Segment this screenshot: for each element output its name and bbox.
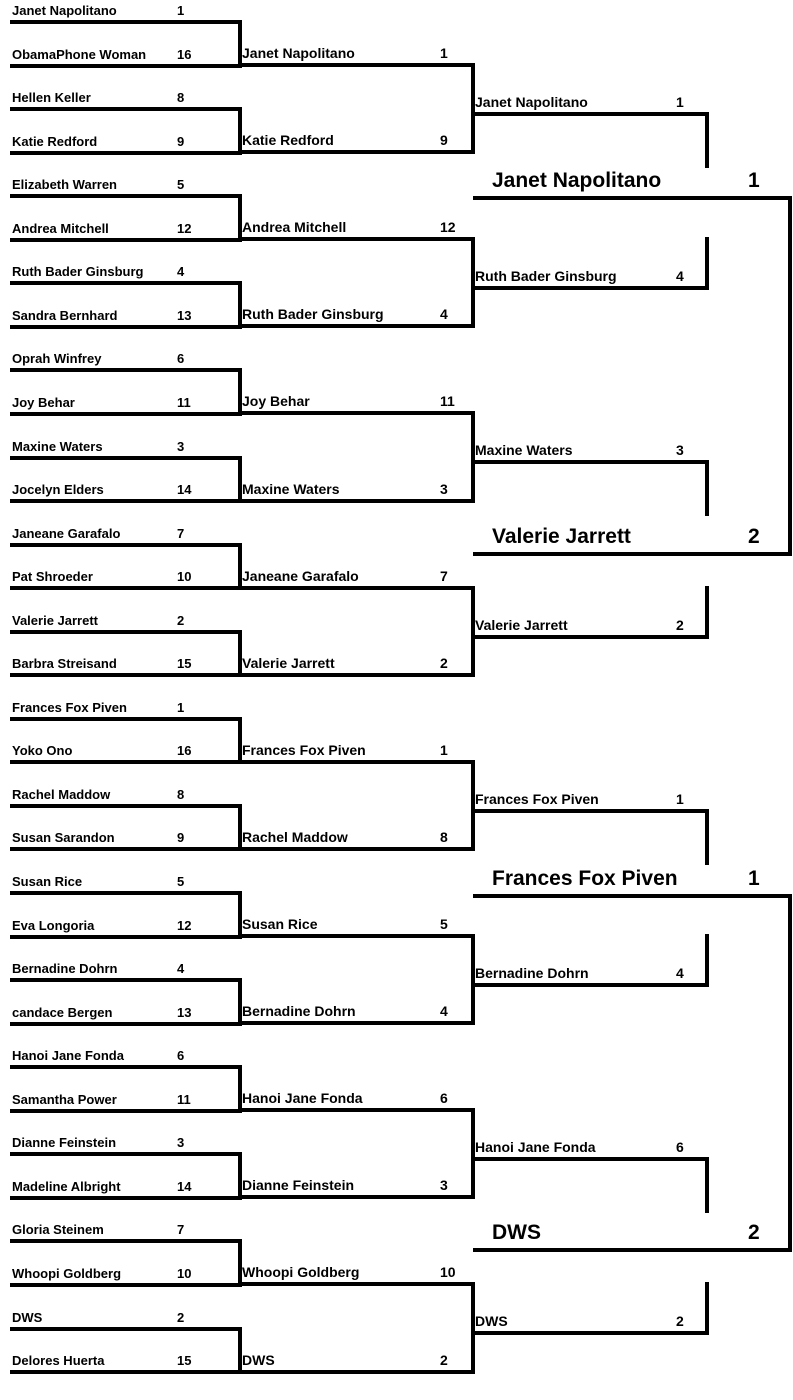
- seed-number: 7: [177, 1222, 185, 1237]
- round1-entry: [10, 216, 240, 238]
- round1-entry: [10, 869, 240, 891]
- round1-entry: [10, 303, 240, 325]
- contestant-name: Janet Napolitano: [12, 3, 117, 18]
- bracket-line: [473, 196, 791, 200]
- bracket-line: [240, 63, 473, 67]
- seed-number: 2: [440, 1352, 448, 1368]
- contestant-name: Ruth Bader Ginsburg: [12, 264, 144, 279]
- bracket-line: [10, 1022, 240, 1026]
- contestant-name: Maxine Waters: [12, 439, 103, 454]
- contestant-name: Bernadine Dohrn: [242, 1003, 356, 1019]
- round3-entry: [473, 1309, 709, 1331]
- bracket-line: [10, 935, 240, 939]
- round1-entry: [10, 1087, 240, 1109]
- bracket-line: [240, 1108, 473, 1112]
- contestant-name: Joy Behar: [12, 395, 75, 410]
- seed-number: 4: [676, 268, 684, 284]
- contestant-name: Ruth Bader Ginsburg: [242, 306, 384, 322]
- bracket-line: [705, 586, 709, 638]
- bracket-line: [10, 412, 240, 416]
- seed-number: 1: [440, 45, 448, 61]
- seed-number: 4: [440, 306, 448, 322]
- contestant-name: Joy Behar: [242, 393, 310, 409]
- round3-entry: [473, 264, 709, 286]
- bracket-line: [10, 151, 240, 155]
- seed-number: 10: [177, 569, 192, 584]
- seed-number: 11: [177, 1092, 191, 1107]
- round2-entry: [240, 912, 473, 934]
- round1-entry: [10, 608, 240, 630]
- round2-entry: [240, 738, 473, 760]
- round1-entry: [10, 390, 240, 412]
- bracket-line: [240, 760, 473, 764]
- contestant-name: Jocelyn Elders: [12, 482, 104, 497]
- bracket-line: [10, 456, 240, 460]
- round1-entry: [10, 477, 240, 499]
- seed-number: 11: [440, 393, 455, 409]
- round1-entry: [10, 129, 240, 151]
- bracket-line: [240, 1021, 473, 1025]
- round2-entry: [240, 41, 473, 63]
- bracket-line: [10, 1152, 240, 1156]
- bracket-line: [705, 237, 709, 289]
- bracket-line: [473, 1157, 709, 1161]
- contestant-name: Valerie Jarrett: [475, 617, 568, 633]
- contestant-name: candace Bergen: [12, 1005, 113, 1020]
- bracket-line: [240, 847, 473, 851]
- round2-entry: [240, 651, 473, 673]
- seed-number: 1: [177, 3, 185, 18]
- bracket-line: [705, 460, 709, 516]
- bracket-line: [473, 460, 709, 464]
- contestant-name: Frances Fox Piven: [12, 700, 127, 715]
- contestant-name: DWS: [242, 1352, 275, 1368]
- bracket-line: [240, 324, 473, 328]
- round4-entry: [490, 169, 790, 194]
- contestant-name: Susan Rice: [242, 916, 318, 932]
- bracket-line: [10, 1327, 240, 1331]
- seed-number: 7: [177, 526, 185, 541]
- round2-entry: [240, 1173, 473, 1195]
- round1-entry: [10, 42, 240, 64]
- bracket-line: [10, 630, 240, 634]
- contestant-name: Madeline Albright: [12, 1179, 121, 1194]
- contestant-name: Gloria Steinem: [12, 1222, 104, 1237]
- round3-entry: [473, 1135, 709, 1157]
- bracket-line: [705, 1157, 709, 1213]
- bracket-line: [240, 586, 473, 590]
- seed-number: 1: [676, 791, 684, 807]
- round1-entry: [10, 913, 240, 935]
- seed-number: 14: [177, 1179, 192, 1194]
- contestant-name: Valerie Jarrett: [242, 655, 335, 671]
- contestant-name: Dianne Feinstein: [12, 1135, 117, 1150]
- round1-entry: [10, 651, 240, 673]
- bracket-line: [10, 20, 240, 24]
- seed-number: 12: [177, 918, 192, 933]
- contestant-name: Janet Napolitano: [475, 94, 588, 110]
- round3-entry: [473, 961, 709, 983]
- contestant-name: Frances Fox Piven: [475, 791, 599, 807]
- round2-entry: [240, 128, 473, 150]
- contestant-name: Katie Redford: [242, 132, 334, 148]
- round3-entry: [473, 438, 709, 460]
- seed-number: 9: [177, 830, 185, 845]
- bracket-line: [10, 760, 240, 764]
- round2-entry: [240, 477, 473, 499]
- seed-number: 4: [676, 965, 684, 981]
- bracket-line: [240, 1370, 473, 1374]
- contestant-name: Eva Longoria: [12, 918, 95, 933]
- round1-entry: [10, 346, 240, 368]
- seed-number: 6: [177, 1048, 185, 1063]
- bracket-line: [10, 673, 240, 677]
- round2-entry: [240, 1260, 473, 1282]
- round4-entry: [490, 1221, 790, 1246]
- seed-number: 7: [440, 568, 448, 584]
- contestant-name: Valerie Jarrett: [492, 525, 631, 548]
- seed-number: 2: [748, 1221, 760, 1244]
- round1-entry: [10, 172, 240, 194]
- seed-number: 8: [177, 90, 185, 105]
- contestant-name: Elizabeth Warren: [12, 177, 117, 192]
- contestant-name: Dianne Feinstein: [242, 1177, 355, 1193]
- seed-number: 1: [748, 867, 760, 890]
- seed-number: 12: [177, 221, 192, 236]
- contestant-name: Maxine Waters: [475, 442, 573, 458]
- bracket-line: [473, 112, 709, 116]
- bracket-line: [10, 1065, 240, 1069]
- contestant-name: Whoopi Goldberg: [242, 1264, 360, 1280]
- bracket-line: [473, 1248, 791, 1252]
- bracket-line: [10, 543, 240, 547]
- contestant-name: Bernadine Dohrn: [12, 961, 118, 976]
- seed-number: 14: [177, 482, 192, 497]
- bracket-line: [240, 237, 473, 241]
- seed-number: 13: [177, 1005, 192, 1020]
- bracket-line: [705, 112, 709, 168]
- contestant-name: Hellen Keller: [12, 90, 91, 105]
- bracket-line: [473, 983, 709, 987]
- bracket-line: [788, 196, 792, 556]
- contestant-name: Yoko Ono: [12, 743, 73, 758]
- round1-entry: [10, 695, 240, 717]
- contestant-name: Frances Fox Piven: [492, 867, 678, 890]
- round1-entry: [10, 564, 240, 586]
- bracket-line: [10, 1370, 240, 1374]
- seed-number: 2: [177, 613, 185, 628]
- bracket-line: [240, 411, 473, 415]
- seed-number: 16: [177, 743, 192, 758]
- contestant-name: Janeane Garafalo: [12, 526, 121, 541]
- seed-number: 13: [177, 308, 192, 323]
- bracket-line: [473, 894, 791, 898]
- seed-number: 5: [440, 916, 448, 932]
- bracket-line: [10, 1283, 240, 1287]
- seed-number: 16: [177, 47, 192, 62]
- seed-number: 2: [748, 525, 760, 548]
- seed-number: 5: [177, 177, 185, 192]
- round1-entry: [10, 0, 240, 20]
- round2-entry: [240, 999, 473, 1021]
- bracket-line: [240, 1195, 473, 1199]
- bracket-line: [240, 150, 473, 154]
- seed-number: 5: [177, 874, 185, 889]
- bracket-line: [10, 1109, 240, 1113]
- seed-number: 6: [440, 1090, 448, 1106]
- round1-entry: [10, 434, 240, 456]
- bracket-line: [473, 635, 709, 639]
- round3-entry: [473, 787, 709, 809]
- round2-entry: [240, 389, 473, 411]
- bracket-line: [10, 238, 240, 242]
- bracket-line: [10, 194, 240, 198]
- round2-entry: [240, 1348, 473, 1370]
- seed-number: 2: [177, 1310, 185, 1325]
- bracket-line: [240, 934, 473, 938]
- contestant-name: Susan Sarandon: [12, 830, 115, 845]
- round1-entry: [10, 956, 240, 978]
- bracket-line: [10, 499, 240, 503]
- seed-number: 15: [177, 656, 192, 671]
- seed-number: 10: [177, 1266, 192, 1281]
- bracket-line: [473, 552, 791, 556]
- contestant-name: Sandra Bernhard: [12, 308, 118, 323]
- round1-entry: [10, 521, 240, 543]
- round1-entry: [10, 825, 240, 847]
- contestant-name: Janeane Garafalo: [242, 568, 359, 584]
- contestant-name: Andrea Mitchell: [242, 219, 347, 235]
- round3-entry: [473, 90, 709, 112]
- round2-entry: [240, 302, 473, 324]
- contestant-name: Katie Redford: [12, 134, 98, 149]
- round1-entry: [10, 1348, 240, 1370]
- seed-number: 4: [177, 264, 185, 279]
- round1-entry: [10, 1130, 240, 1152]
- contestant-name: Andrea Mitchell: [12, 221, 109, 236]
- contestant-name: Janet Napolitano: [492, 169, 662, 192]
- contestant-name: Rachel Maddow: [242, 829, 348, 845]
- seed-number: 2: [676, 1313, 684, 1329]
- seed-number: 3: [440, 481, 448, 497]
- round2-entry: [240, 1086, 473, 1108]
- round1-entry: [10, 1000, 240, 1022]
- contestant-name: ObamaPhone Woman: [12, 47, 147, 62]
- bracket-line: [473, 286, 709, 290]
- seed-number: 8: [177, 787, 185, 802]
- contestant-name: Ruth Bader Ginsburg: [475, 268, 617, 284]
- round1-entry: [10, 85, 240, 107]
- bracket-line: [10, 717, 240, 721]
- bracket-line: [10, 586, 240, 590]
- contestant-name: Hanoi Jane Fonda: [12, 1048, 124, 1063]
- bracket-line: [10, 107, 240, 111]
- contestant-name: Susan Rice: [12, 874, 83, 889]
- bracket-line: [240, 499, 473, 503]
- contestant-name: DWS: [12, 1310, 43, 1325]
- round1-entry: [10, 1174, 240, 1196]
- round2-entry: [240, 825, 473, 847]
- round3-entry: [473, 613, 709, 635]
- seed-number: 3: [676, 442, 684, 458]
- contestant-name: Barbra Streisand: [12, 656, 117, 671]
- bracket-line: [788, 894, 792, 1252]
- seed-number: 3: [177, 1135, 185, 1150]
- contestant-name: Janet Napolitano: [242, 45, 355, 61]
- seed-number: 2: [440, 655, 448, 671]
- seed-number: 15: [177, 1353, 192, 1368]
- bracket-line: [10, 368, 240, 372]
- contestant-name: Samantha Power: [12, 1092, 117, 1107]
- seed-number: 1: [177, 700, 185, 715]
- bracket-line: [240, 673, 473, 677]
- bracket-line: [10, 325, 240, 329]
- seed-number: 6: [177, 351, 185, 366]
- round1-entry: [10, 1305, 240, 1327]
- contestant-name: Hanoi Jane Fonda: [475, 1139, 596, 1155]
- seed-number: 3: [440, 1177, 448, 1193]
- bracket-line: [10, 891, 240, 895]
- bracket-line: [10, 1239, 240, 1243]
- seed-number: 3: [177, 439, 185, 454]
- seed-number: 10: [440, 1264, 456, 1280]
- seed-number: 1: [676, 94, 684, 110]
- bracket-line: [705, 934, 709, 986]
- contestant-name: Rachel Maddow: [12, 787, 111, 802]
- contestant-name: Bernadine Dohrn: [475, 965, 589, 981]
- bracket-line: [240, 1282, 473, 1286]
- round1-entry: [10, 259, 240, 281]
- bracket-line: [473, 809, 709, 813]
- bracket-line: [10, 978, 240, 982]
- bracket-line: [10, 804, 240, 808]
- seed-number: 1: [440, 742, 448, 758]
- bracket-line: [10, 281, 240, 285]
- seed-number: 9: [177, 134, 185, 149]
- bracket-line: [473, 1331, 709, 1335]
- contestant-name: DWS: [475, 1313, 508, 1329]
- round4-entry: [490, 867, 790, 892]
- round1-entry: [10, 1043, 240, 1065]
- contestant-name: Maxine Waters: [242, 481, 340, 497]
- contestant-name: Valerie Jarrett: [12, 613, 99, 628]
- bracket-line: [10, 64, 240, 68]
- contestant-name: Pat Shroeder: [12, 569, 93, 584]
- contestant-name: Whoopi Goldberg: [12, 1266, 122, 1281]
- bracket-line: [10, 847, 240, 851]
- round1-entry: [10, 1217, 240, 1239]
- seed-number: 12: [440, 219, 456, 235]
- seed-number: 11: [177, 395, 191, 410]
- round1-entry: [10, 1261, 240, 1283]
- round2-entry: [240, 215, 473, 237]
- round4-entry: [490, 525, 790, 550]
- seed-number: 8: [440, 829, 448, 845]
- round1-entry: [10, 782, 240, 804]
- contestant-name: DWS: [492, 1221, 541, 1244]
- contestant-name: Delores Huerta: [12, 1353, 105, 1368]
- seed-number: 4: [440, 1003, 448, 1019]
- seed-number: 6: [676, 1139, 684, 1155]
- seed-number: 9: [440, 132, 448, 148]
- round1-entry: [10, 738, 240, 760]
- bracket-line: [10, 1196, 240, 1200]
- bracket-line: [705, 809, 709, 865]
- seed-number: 4: [177, 961, 185, 976]
- contestant-name: Frances Fox Piven: [242, 742, 366, 758]
- round2-entry: [240, 564, 473, 586]
- seed-number: 2: [676, 617, 684, 633]
- bracket-line: [705, 1282, 709, 1334]
- contestant-name: Oprah Winfrey: [12, 351, 102, 366]
- seed-number: 1: [748, 169, 760, 192]
- contestant-name: Hanoi Jane Fonda: [242, 1090, 363, 1106]
